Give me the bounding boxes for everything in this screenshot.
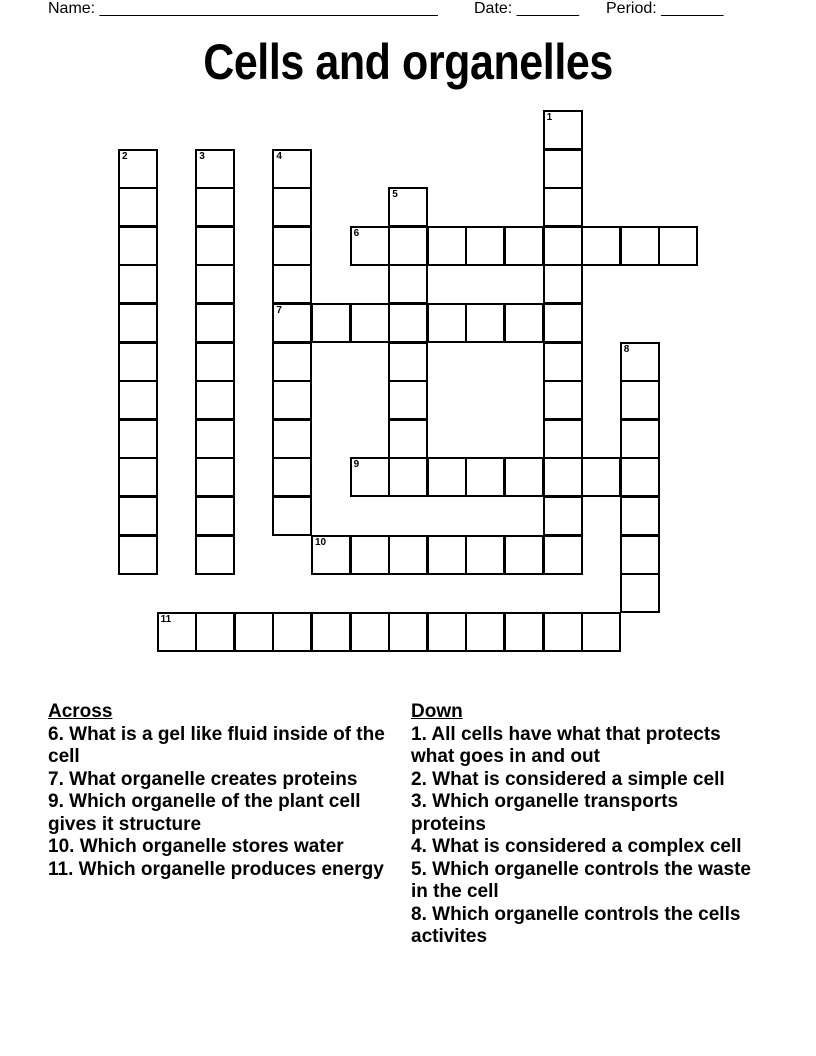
crossword-cell[interactable] (620, 226, 660, 266)
crossword-cell[interactable] (272, 149, 312, 189)
down-clue-list (411, 724, 756, 949)
crossword-cell[interactable] (118, 187, 158, 227)
crossword-cell[interactable] (543, 535, 583, 575)
crossword-cell[interactable] (504, 303, 544, 343)
crossword-cell[interactable] (388, 303, 428, 343)
clue-text: Which organelle of the plant cell gives it structure (48, 791, 361, 835)
clue-number: 4. (411, 836, 427, 857)
crossword-cell[interactable] (118, 264, 158, 304)
crossword-cell[interactable] (543, 110, 583, 150)
crossword-cell[interactable] (543, 612, 583, 652)
crossword-cell[interactable] (465, 612, 505, 652)
crossword-cell[interactable] (465, 535, 505, 575)
crossword-cell[interactable] (195, 264, 235, 304)
crossword-cell[interactable] (388, 612, 428, 652)
cell-number: 4 (276, 150, 282, 162)
clue-text: Which organelle controls the cells activites (411, 903, 741, 947)
crossword-cell[interactable] (388, 187, 428, 227)
across-heading: Across (48, 701, 113, 722)
crossword-cell[interactable] (195, 496, 235, 536)
across-clues (48, 701, 388, 881)
crossword-cell[interactable] (543, 457, 583, 497)
crossword-cell[interactable] (581, 457, 621, 497)
clue-number: 6. (48, 723, 64, 745)
date-field[interactable]: Date: _______ (474, 0, 579, 17)
clue-number: 11. (48, 858, 74, 880)
crossword-cell[interactable] (195, 187, 235, 227)
crossword-cell[interactable] (272, 303, 312, 343)
clue-text: Which organelle produces energy (73, 858, 384, 880)
crossword-cell[interactable] (543, 419, 583, 459)
clue-text: What organelle creates proteins (63, 768, 358, 790)
crossword-cell[interactable] (272, 226, 312, 266)
crossword-cell[interactable] (504, 612, 544, 652)
cell-number: 3 (199, 150, 205, 162)
clue-text: What is a gel like fluid inside of the cell (48, 723, 385, 767)
cell-number: 9 (353, 459, 360, 471)
crossword-cell[interactable] (272, 342, 312, 382)
crossword-cell[interactable] (543, 496, 583, 536)
name-field[interactable]: Name: ______________________________________ (48, 0, 438, 17)
crossword-cell[interactable] (543, 264, 583, 304)
crossword-cell[interactable] (118, 342, 158, 382)
crossword-cell[interactable] (350, 303, 390, 343)
cell-number: 11 (160, 613, 172, 625)
crossword-cell[interactable] (427, 457, 467, 497)
crossword-cell[interactable] (311, 535, 351, 575)
crossword-cell[interactable] (272, 612, 312, 652)
clue-number: 3. (411, 791, 427, 812)
crossword-cell[interactable] (234, 612, 274, 652)
crossword-cell[interactable] (272, 380, 312, 420)
clue-item (411, 859, 756, 904)
crossword-cell[interactable] (118, 226, 158, 266)
crossword-cell[interactable] (620, 419, 660, 459)
clue-text: What is considered a complex cell (426, 836, 742, 857)
crossword-cell[interactable] (272, 187, 312, 227)
crossword-cell[interactable] (195, 419, 235, 459)
clue-number: 7. (48, 768, 64, 790)
crossword-cell[interactable] (620, 457, 660, 497)
down-clues (411, 701, 756, 949)
clue-text: Which organelle transports proteins (411, 791, 679, 835)
crossword-cell[interactable] (118, 535, 158, 575)
crossword-cell[interactable] (118, 419, 158, 459)
clue-item (48, 836, 388, 859)
crossword-cell[interactable] (388, 535, 428, 575)
clue-item (411, 769, 756, 792)
cell-number: 6 (353, 227, 360, 239)
clue-text: Which organelle controls the waste in the cell (411, 858, 751, 902)
crossword-cell[interactable] (427, 612, 467, 652)
crossword-cell[interactable] (195, 303, 235, 343)
clue-number: 1. (411, 723, 427, 745)
clue-item (411, 904, 756, 949)
crossword-cell[interactable] (195, 380, 235, 420)
clue-text: Which organelle stores water (74, 836, 344, 857)
crossword-cell[interactable] (543, 303, 583, 343)
crossword-cell[interactable] (272, 264, 312, 304)
crossword-cell[interactable] (350, 535, 390, 575)
crossword-cell[interactable] (195, 457, 235, 497)
crossword-cell[interactable] (118, 380, 158, 420)
crossword-cell[interactable] (504, 457, 544, 497)
crossword-cell[interactable] (504, 535, 544, 575)
cell-number: 1 (546, 112, 553, 123)
period-field[interactable]: Period: _______ (606, 0, 724, 17)
crossword-cell[interactable] (272, 496, 312, 536)
crossword-cell[interactable] (543, 226, 583, 266)
crossword-cell[interactable] (388, 264, 428, 304)
clue-number: 8. (411, 903, 427, 925)
crossword-cell[interactable] (272, 457, 312, 497)
crossword-cell[interactable] (388, 380, 428, 420)
down-heading: Down (411, 701, 463, 722)
crossword-cell[interactable] (620, 496, 660, 536)
crossword-cell[interactable] (388, 226, 428, 266)
crossword-cell[interactable] (504, 226, 544, 266)
crossword-cell[interactable] (543, 149, 583, 189)
clue-number: 10. (48, 836, 75, 857)
cell-number: 8 (623, 343, 630, 355)
crossword-cell[interactable] (465, 303, 505, 343)
clue-item (48, 791, 388, 836)
crossword-cell[interactable] (543, 342, 583, 382)
crossword-cell[interactable] (118, 149, 158, 189)
crossword-cell[interactable] (272, 419, 312, 459)
clue-number: 2. (411, 768, 427, 790)
crossword-cell[interactable] (658, 226, 698, 266)
crossword-cell[interactable] (195, 342, 235, 382)
across-clue-list (48, 724, 388, 882)
clue-item (48, 859, 388, 882)
crossword-cell[interactable] (427, 535, 467, 575)
crossword-cell[interactable] (311, 612, 351, 652)
crossword-cell[interactable] (620, 573, 660, 613)
crossword-cell[interactable] (195, 612, 235, 652)
crossword-cell[interactable] (118, 496, 158, 536)
page-title: Cells and organelles (203, 34, 613, 90)
crossword-cell[interactable] (157, 612, 197, 652)
crossword-cell[interactable] (195, 149, 235, 189)
crossword-cell[interactable] (465, 226, 505, 266)
crossword-cell[interactable] (581, 226, 621, 266)
crossword-cell[interactable] (350, 226, 390, 266)
crossword-cell[interactable] (195, 226, 235, 266)
clue-item (411, 724, 756, 769)
crossword-cell[interactable] (581, 612, 621, 652)
clue-number: 9. (48, 791, 64, 812)
crossword-cell[interactable] (620, 535, 660, 575)
cell-number: 2 (122, 150, 128, 162)
clue-item (411, 836, 756, 859)
crossword-cell[interactable] (388, 342, 428, 382)
crossword-cell[interactable] (427, 226, 467, 266)
clue-text: What is considered a simple cell (426, 768, 725, 790)
crossword-cell[interactable] (350, 612, 390, 652)
cell-number: 5 (392, 189, 398, 201)
crossword-cell[interactable] (350, 457, 390, 497)
cell-number: 7 (276, 305, 282, 316)
crossword-cell[interactable] (427, 303, 467, 343)
clue-text: All cells have what that protects what goes in and out (411, 723, 721, 767)
clue-item (411, 791, 756, 836)
crossword-cell[interactable] (620, 342, 660, 382)
crossword-cell[interactable] (195, 535, 235, 575)
cell-number: 10 (315, 536, 327, 548)
crossword-cell[interactable] (620, 380, 660, 420)
crossword-cell[interactable] (311, 303, 351, 343)
crossword-cell[interactable] (118, 457, 158, 497)
crossword-cell[interactable] (118, 303, 158, 343)
crossword-cell[interactable] (388, 419, 428, 459)
crossword-cell[interactable] (465, 457, 505, 497)
crossword-cell[interactable] (543, 187, 583, 227)
crossword-cell[interactable] (543, 380, 583, 420)
clue-number: 5. (411, 858, 427, 880)
crossword-cell[interactable] (388, 457, 428, 497)
clue-item (48, 769, 388, 792)
clue-item (48, 724, 388, 769)
